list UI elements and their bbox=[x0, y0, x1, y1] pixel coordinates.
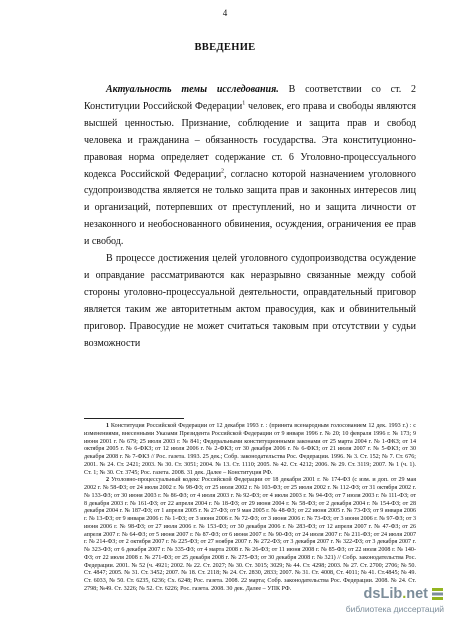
page-number: 4 bbox=[222, 8, 228, 18]
dslib-watermark[interactable] bbox=[326, 584, 444, 616]
paragraph-text: , согласно которой назначением уголовного судопроизводства является не только защита прав и законных интересов лиц и организаций, потерпевших от преступлений, но и защита личности от незаконного и необоснованного обвинения, осуждения, ограничения ее прав и свобод. bbox=[84, 168, 416, 248]
footnote-separator bbox=[84, 418, 184, 419]
footnote-text: Уголовно-процессуальный кодекс Российской Федерации от 18 декабря 2001 г. № 174-ФЗ (с изм. и доп. от 29 мая 2002 г. № 58-ФЗ; от 24 июля 2002 г. № 98-ФЗ; от 25 июля 2002 г. № 103-ФЗ; от 25 июля 2002 г. № 112-ФЗ; от 31 октября 2002 г. № 133-ФЗ; от 30 июня 2003 г. № 86-ФЗ; от 4 июля 2003 г. № 92-ФЗ; от 4 июля 2003 г. № 94-ФЗ; от 7 июля 2003 г. № 111-ФЗ; от 8 декабря 2003 г. № 161-ФЗ; от 22 апреля 2004 г. № 18-ФЗ; от 29 июня 2004 г. № 58-ФЗ; от 2 декабря 2004 г. № 154-ФЗ; от 28 декабря 2004 г. № 187-ФЗ; от 1 апреля 2005 г. № 27-ФЗ; от 9 мая 2005 г. № 48-ФЗ; от 22 июня 2005 г. № 73-ФЗ; от 9 января 2006 г. № 13-ФЗ; от 9 января 2006 г. № 1-ФЗ; от 3 июня 2006 г. № 72-ФЗ; от 3 июня 2006 г. № 73-ФЗ; от 3 июня 2006 г. № 97-ФЗ; от 3 июня 2006 г. № 98-ФЗ; от 27 июля 2006 г. № 153-ФЗ; от 30 декабря 2006 г. № 283-ФЗ; от 12 апреля 2007 г. № 47-ФЗ; от 26 апреля 2007 г. № 64-ФЗ; от 5 июня 2007 г. № 87-ФЗ; от 6 июня 2007 г. № 90-ФЗ; от 24 июля 2007 г. № 211-ФЗ; от 24 июля 2007 г. № 214-ФЗ; от 2 октября 2007 г. № 225-ФЗ; от 27 ноября 2007 г. № 272-ФЗ; от 3 декабря 2007 г. № 322-ФЗ; от 3 декабря 2007 г. № 323-ФЗ; от 6 декабря 2007 г. № 335-ФЗ; от 4 марта 2008 г. № 26-ФЗ; от 11 июня 2008 г. № 85-ФЗ; от 22 июля 2008 г. № 140-ФЗ; от 22 июля 2008 г. № 271-ФЗ; от 25 декабря 2008 г. № 275-ФЗ; от 30 декабря 2008 г. № 321) // Собр. законодательства Рос. Федерации. 2001. № 52 (ч. 4921; 2002. № 22. Ст. 2027; № 30. Ст. 3015; 3029; № 44. Ст. 4298; 2003. № 27. Ст. 2700; 2706; № 50. Ст. 4847; 2005. № 31. Ст. 3452; 2007. № 18. Ст. 2118; № 24. Ст. 2830, 2833; 2007. № 31. Ст. 4008, Ст. 4011; № 41. Ст.4845; № 49. Ст. 6033, № 50. Ст. 6235, 6236; Сх. 6248; Рос. газета. 2008. 22 марта; Собр. законодательства Рос. Федерации. 2008. № 24. Ст. 2798; №49. Ст. 3226; № 52. Ст. 6226; Рос. газета. 2008. 30 дек. Далее – УПК РФ. bbox=[84, 477, 417, 592]
footnote-ref-2[interactable]: 2 bbox=[221, 168, 225, 175]
logo-text-right: net bbox=[406, 586, 428, 602]
footnote-ref-1[interactable]: 1 bbox=[242, 100, 246, 107]
main-text bbox=[84, 82, 416, 353]
logo-text-left: dsLib bbox=[363, 586, 403, 602]
book-stack-icon bbox=[431, 587, 444, 602]
logo-subtitle: библиотека диссертаций bbox=[345, 604, 444, 614]
footnote-number: 1 bbox=[106, 423, 110, 429]
dslib-logo[interactable] bbox=[364, 584, 444, 604]
footnote-number: 2 bbox=[106, 477, 110, 484]
paragraph-text: человек, его права и свободы являются высшей ценностью. Признание, соблюдение и защита прав и свобод человека и гражданина – обязанность государства. Эта конституционно-правовая норма определяет содержание ст. 6 Уголовно-процессуального кодекса Российской Федерации bbox=[84, 100, 416, 180]
logo-dot: . bbox=[402, 586, 407, 602]
footnote-text: Конституция Российской Федерации от 12 декабря 1993 г. : (принята всенародным голосованием 12 дек. 1993 г.) : с изменениями, внесенными Указами Президента Российской Федерации от 9 января 1996 г. № 20; 10 февраля 1996 г. № 173; 9 июня 2001 г. № 679; 25 июля 2003 г. № 841; Федеральными конституционными законами от 25 марта 2004 г. № 1-ФКЗ; от 14 октября 2005 г. № 6-ФКЗ; от 12 июля 2006 г. № 2-ФКЗ; от 30 декабря 2006 г. № 6-ФКЗ; от 21 июля 2007 г. № 5-ФКЗ; от 30 декабря 2008 г. № 7-ФКЗ // Рос. газета. 1993. 25 дек.; Собр. законодательства Рос. Федерации. 1996. № 3. Ст. 152; № 7. Ст. 676; 2001. № 24. Ст. 2421; 2003. № 30. Ст. 3051; 2004. № 13. Ст. 1110; 2005. № 42. Ст. 4212; 2006. № 29. Ст. 3119; 2007. № 1 (ч. 1). Ст. 1; № 30. Ст. 3745; Рос. газета. 2008. 31 дек. Далее – Конституция РФ. bbox=[84, 423, 416, 476]
paragraph-text: В соответствии со ст. 2 Конституции Российской Федерации bbox=[84, 84, 417, 112]
paragraph-justice: В процессе достижения целей уголовного судопроизводства осуждение и оправдание рассматриваются как неразрывно связанные между собой стороны уголовно-процессуальной деятельности, оправдательный приговор является таким же авторитетным актом правосудия, как и обвинительный приговор. Правосудие не может считаться таковым при отсутствии у судьи возможности bbox=[84, 253, 416, 349]
footnote-2 bbox=[84, 477, 416, 593]
footnotes bbox=[84, 423, 416, 594]
footnote-1 bbox=[84, 423, 416, 477]
paragraph-relevance bbox=[84, 82, 416, 251]
relevance-title: Актуальность темы исследования. bbox=[106, 84, 279, 95]
section-heading: ВВЕДЕНИЕ bbox=[194, 42, 256, 53]
